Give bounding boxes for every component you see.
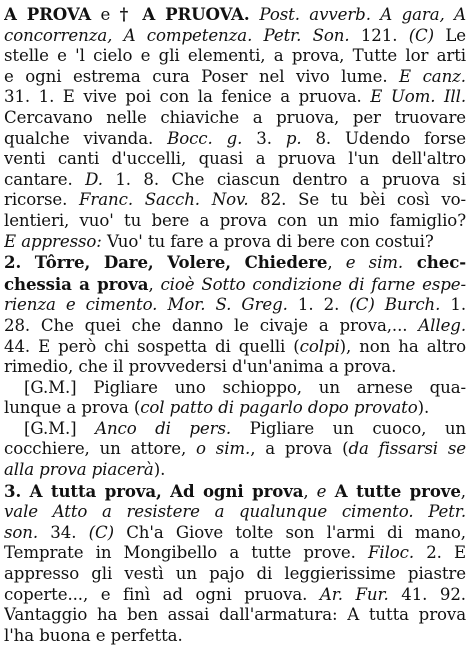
- text-line: [4, 605, 466, 626]
- text-line: [4, 460, 466, 481]
- plain-text: lunque a prova (: [4, 398, 141, 418]
- italic-text: colpi: [299, 336, 340, 356]
- text-line: [4, 87, 466, 108]
- plain-text: 8. Udendo forse: [301, 128, 466, 148]
- plain-text: Pigliare un cuoco, un: [231, 418, 466, 438]
- italic-text: E canz.: [399, 66, 466, 86]
- plain-text: 1. 8. Che ciascun dentro a pruova si: [102, 169, 466, 189]
- plain-text: 2. E: [414, 543, 466, 563]
- text-line: [4, 129, 466, 150]
- plain-text: 34.: [38, 522, 89, 542]
- bold-text: 2. Tôrre, Dare, Volere, Chiedere: [4, 252, 328, 273]
- plain-text: 3.: [242, 128, 286, 148]
- bold-text: A PROVA: [4, 4, 92, 24]
- italic-text: son.: [4, 522, 39, 542]
- text-line: [4, 316, 466, 337]
- italic-text: Bocc. g.: [167, 128, 243, 148]
- italic-text: Alleg.: [418, 315, 466, 335]
- plain-text: ricorse.: [4, 190, 80, 210]
- plain-text: [G.M.]: [24, 418, 96, 438]
- italic-text: (C): [88, 522, 114, 542]
- bold-text: A tutte prove: [326, 480, 461, 501]
- plain-text: Le: [434, 25, 466, 45]
- plain-text: ).: [417, 398, 430, 418]
- text-line: [4, 67, 466, 88]
- plain-text: coperte..., e finì ad ogni pruova.: [4, 584, 320, 604]
- text-line: [4, 419, 466, 440]
- text-line: [4, 439, 466, 460]
- italic-text: e sim.: [345, 253, 404, 273]
- italic-text: rienza e cimento. Mor. S. Greg.: [4, 295, 288, 315]
- plain-text: Vuo' tu fare a prova di bere con costui?: [101, 231, 434, 251]
- plain-text: ,: [303, 481, 317, 501]
- italic-text: p.: [285, 128, 302, 148]
- plain-text: stelle e 'l cielo e gli elementi, a prova, Tutte lor arti: [4, 46, 466, 66]
- text-line: [4, 252, 466, 274]
- italic-text: vale Atto a resistere a qualunque cimento. Petr.: [4, 502, 466, 522]
- plain-text: cocchiere, un attore,: [4, 439, 197, 459]
- text-line: [4, 337, 466, 358]
- bold-text: † A PRUOVA.: [119, 4, 260, 24]
- plain-text: 1. 2.: [287, 295, 350, 315]
- text-line: [4, 357, 466, 378]
- italic-text: e: [316, 481, 327, 501]
- italic-text: Post. avverb. A gara, A: [259, 5, 466, 24]
- plain-text: e ogni estrema cura Poser nel vivo lume.: [4, 66, 400, 86]
- plain-text: 28. Che quei che danno le civaje a prova,...: [4, 315, 419, 335]
- plain-text: cantare.: [4, 169, 86, 189]
- plain-text: qualche vivanda.: [4, 128, 168, 148]
- italic-text: cioè Sotto condizione di farne espe-: [160, 274, 466, 294]
- text-line: [4, 523, 466, 544]
- text-line: [4, 626, 466, 647]
- text-line: [4, 46, 466, 67]
- italic-text: (C) Burch.: [349, 295, 441, 315]
- text-line: [4, 232, 466, 253]
- italic-text: concorrenza, A competenza. Petr. Son.: [4, 25, 361, 45]
- plain-text: ).: [153, 460, 166, 480]
- text-line: [4, 26, 466, 47]
- italic-text: Ar. Fur.: [319, 584, 389, 604]
- plain-text: 41. 92.: [388, 584, 466, 604]
- text-line: [4, 502, 466, 523]
- plain-text: rimedio, che il provvedersi d'un'anima a prova.: [4, 357, 397, 377]
- plain-text: Vantaggio ha ben assai dall'armatura: A tutta prova: [4, 605, 466, 625]
- plain-text: Cercavano nelle chiaviche a pruova, per truovare: [4, 107, 466, 127]
- bold-text: chessia a prova: [4, 273, 149, 294]
- plain-text: e: [91, 5, 120, 24]
- plain-text: 121.: [360, 25, 409, 45]
- italic-text: D.: [85, 169, 103, 189]
- italic-text: alla prova piacerà: [4, 460, 154, 480]
- text-line: [4, 211, 466, 232]
- plain-text: [G.M.] Pigliare uno schioppo, un arnese qua-: [24, 377, 466, 397]
- plain-text: venti canti d'uccelli, quasi a pruova l'un dell'altro: [4, 149, 466, 169]
- text-line: [4, 170, 466, 191]
- text-line: [4, 190, 466, 211]
- text-line: [4, 4, 466, 26]
- italic-text: (C): [408, 25, 435, 45]
- plain-text: 1.: [440, 295, 466, 315]
- plain-text: ,: [460, 481, 466, 501]
- text-line: [4, 295, 466, 316]
- plain-text: 82. Se tu bèi così vo-: [248, 190, 466, 210]
- plain-text: ,: [148, 274, 161, 294]
- italic-text: Franc. Sacch. Nov.: [79, 190, 249, 210]
- plain-text: Temprate in Mongibello a tutte prove.: [4, 543, 368, 563]
- plain-text: appresso gli vestì un pajo di leggierissime piastre: [4, 564, 466, 584]
- italic-text: E Uom. Ill.: [370, 87, 466, 107]
- italic-text: E appresso:: [4, 231, 102, 251]
- plain-text: 31. 1. E vive poi con la fenice a pruova.: [4, 87, 371, 107]
- text-line: [4, 398, 466, 419]
- bold-text: 3. A tutta prova, Ad ogni prova: [4, 480, 304, 501]
- italic-text: o sim.: [196, 439, 251, 459]
- plain-text: ,: [327, 253, 346, 273]
- plain-text: Ch'a Giove tolte son l'armi di mano,: [113, 522, 466, 542]
- text-line: [4, 378, 466, 399]
- plain-text: 44. E però chi sospetta di quelli (: [4, 336, 300, 356]
- plain-text: , a prova (: [250, 439, 349, 459]
- plain-text: lentieri, vuo' tu bere a prova con un mio famiglio?: [4, 210, 466, 230]
- text-line: [4, 564, 466, 585]
- italic-text: da fissarsi se: [348, 439, 466, 459]
- italic-text: col patto di pagarlo dopo provato: [140, 398, 418, 418]
- bold-text: chec-: [403, 252, 466, 273]
- text-line: [4, 585, 466, 606]
- italic-text: Filoc.: [367, 543, 415, 563]
- text-line: [4, 543, 466, 564]
- plain-text: ), non ha altro: [339, 336, 466, 356]
- text-line: [4, 481, 466, 503]
- text-line: [4, 108, 466, 129]
- text-line: [4, 149, 466, 170]
- italic-text: Anco di pers.: [95, 418, 232, 438]
- plain-text: l'ha buona e perfetta.: [4, 625, 183, 645]
- text-line: [4, 274, 466, 296]
